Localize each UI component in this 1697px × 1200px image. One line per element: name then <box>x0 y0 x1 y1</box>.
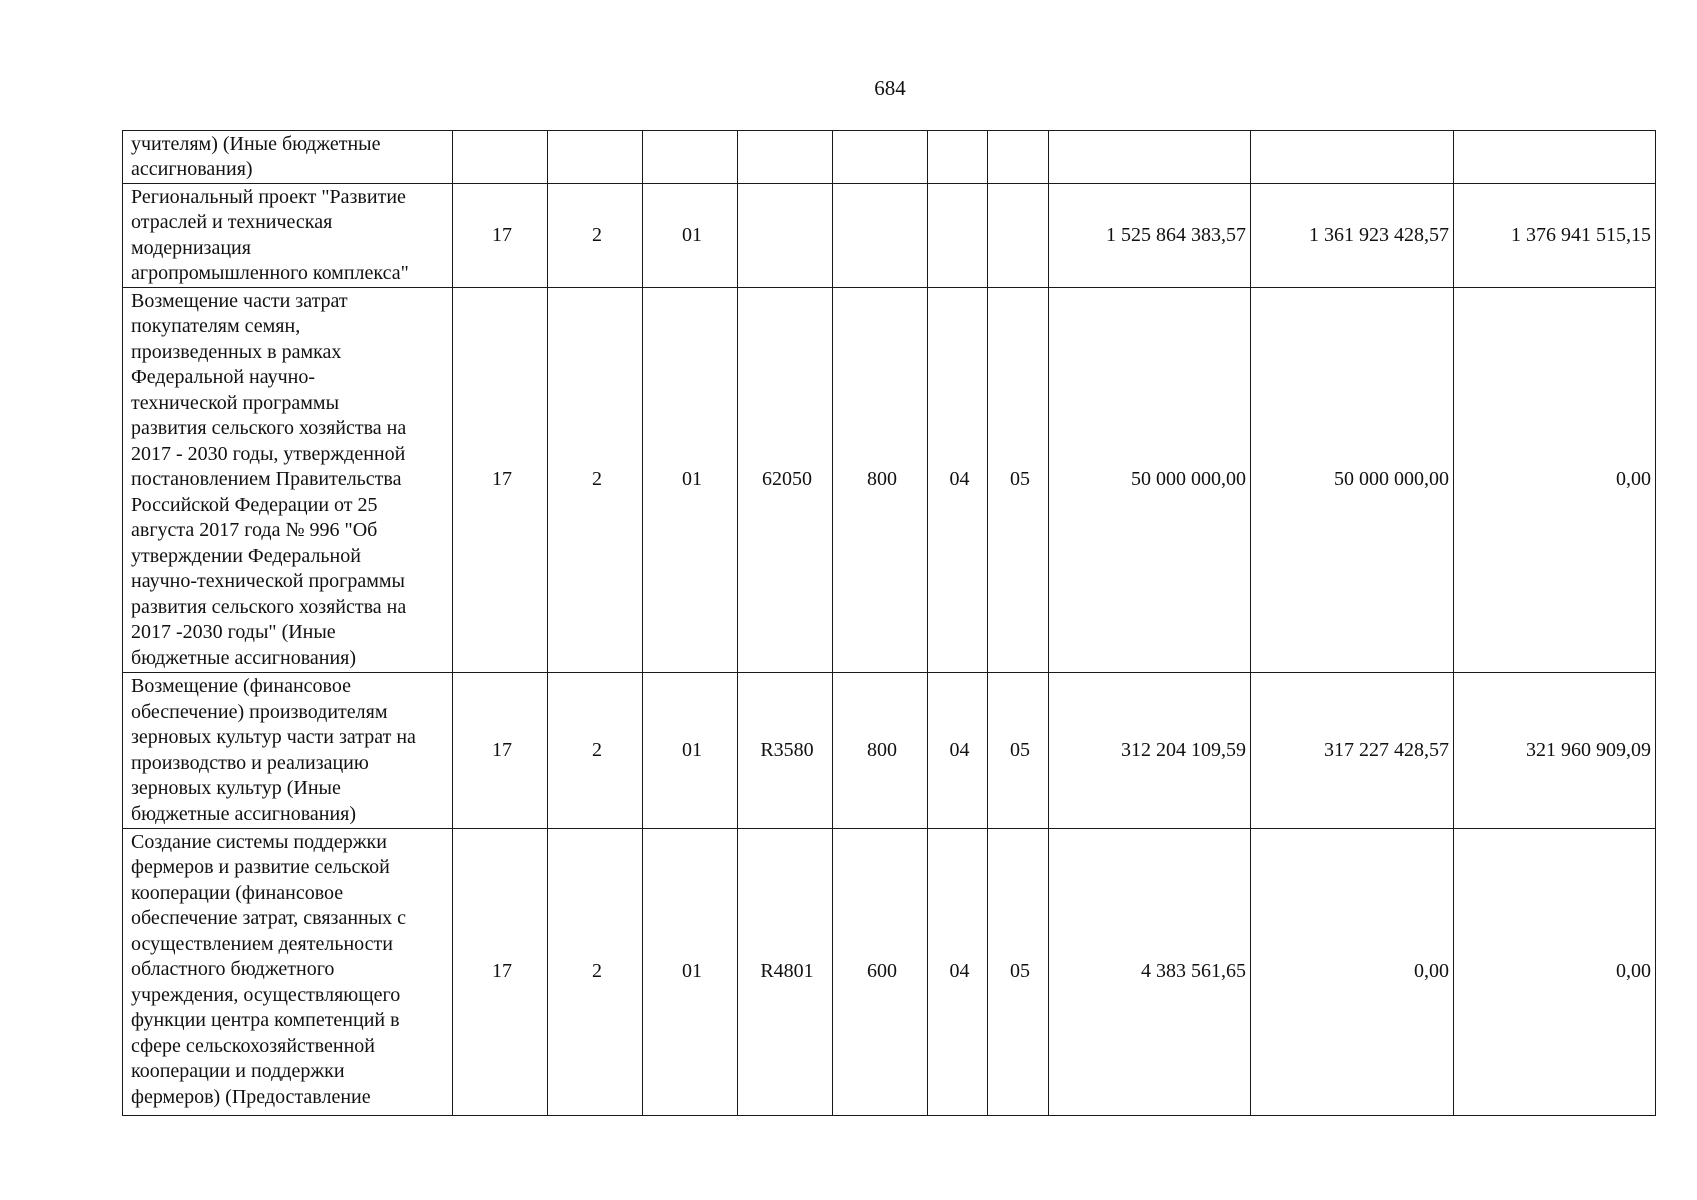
code-cell: 05 <box>988 288 1049 673</box>
code-cell <box>833 184 928 288</box>
amount-cell: 1 376 941 515,15 <box>1454 184 1656 288</box>
code-cell: 2 <box>548 673 643 829</box>
code-cell: 01 <box>643 673 738 829</box>
code-cell: 04 <box>928 829 988 1116</box>
code-cell: 17 <box>453 829 548 1116</box>
table-row <box>123 184 1656 288</box>
code-cell: 01 <box>643 288 738 673</box>
amount-cell: 0,00 <box>1251 829 1454 1116</box>
code-cell: 2 <box>548 829 643 1116</box>
code-cell <box>833 131 928 184</box>
table-row <box>123 288 1656 673</box>
code-cell: 05 <box>988 829 1049 1116</box>
code-cell: 2 <box>548 184 643 288</box>
amount-cell: 50 000 000,00 <box>1049 288 1251 673</box>
amount-cell: 1 525 864 383,57 <box>1049 184 1251 288</box>
code-cell: 01 <box>643 184 738 288</box>
code-cell <box>738 131 833 184</box>
code-cell: 01 <box>643 829 738 1116</box>
code-cell: 17 <box>453 673 548 829</box>
code-cell <box>988 184 1049 288</box>
code-cell: 04 <box>928 673 988 829</box>
code-cell: 800 <box>833 288 928 673</box>
amount-cell: 0,00 <box>1454 288 1656 673</box>
code-cell <box>548 131 643 184</box>
code-cell: 800 <box>833 673 928 829</box>
code-cell: R4801 <box>738 829 833 1116</box>
amount-cell: 1 361 923 428,57 <box>1251 184 1454 288</box>
table-row <box>123 673 1656 829</box>
code-cell: 2 <box>548 288 643 673</box>
code-cell <box>988 131 1049 184</box>
code-cell <box>738 184 833 288</box>
amount-cell <box>1454 131 1656 184</box>
code-cell <box>928 184 988 288</box>
amount-cell: 321 960 909,09 <box>1454 673 1656 829</box>
amount-cell: 312 204 109,59 <box>1049 673 1251 829</box>
row-description: Возмещение части затрат покупателям семян, произведенных в рамках Федеральной научно- технической программы развития сельского хозяйства на 2017 - 2030 годы, утвержденной постановлением Правительства Российской Федерации от 25 августа 2017 года № 996 "Об утверждении Федеральной научно-технической программы развития сельского хозяйства на 2017 -2030 годы" (Иные бюджетные ассигнования) <box>123 288 453 673</box>
amount-cell: 50 000 000,00 <box>1251 288 1454 673</box>
code-cell: 04 <box>928 288 988 673</box>
table-row <box>123 131 1656 184</box>
code-cell <box>643 131 738 184</box>
amount-cell: 317 227 428,57 <box>1251 673 1454 829</box>
code-cell: 17 <box>453 184 548 288</box>
page-number: 684 <box>874 76 906 100</box>
amount-cell: 0,00 <box>1454 829 1656 1116</box>
amount-cell <box>1049 131 1251 184</box>
code-cell: 17 <box>453 288 548 673</box>
row-description: Региональный проект "Развитие отраслей и техническая модернизация агропромышленного комплекса" <box>123 184 453 288</box>
row-description: Возмещение (финансовое обеспечение) производителям зерновых культур части затрат на производство и реализацию зерновых культур (Иные бюджетные ассигнования) <box>123 673 453 829</box>
code-cell <box>928 131 988 184</box>
table-row <box>123 829 1656 1116</box>
code-cell: R3580 <box>738 673 833 829</box>
code-cell: 05 <box>988 673 1049 829</box>
budget-table <box>122 130 1656 1116</box>
row-description: Создание системы поддержки фермеров и развитие сельской кооперации (финансовое обеспечение затрат, связанных с осуществлением деятельности областного бюджетного учреждения, осуществляющего функции центра компетенций в сфере сельскохозяйственной кооперации и поддержки фермеров) (Предоставление <box>123 829 453 1116</box>
amount-cell: 4 383 561,65 <box>1049 829 1251 1116</box>
code-cell: 600 <box>833 829 928 1116</box>
code-cell: 62050 <box>738 288 833 673</box>
row-description: учителям) (Иные бюджетные ассигнования) <box>123 131 453 184</box>
code-cell <box>453 131 548 184</box>
amount-cell <box>1251 131 1454 184</box>
